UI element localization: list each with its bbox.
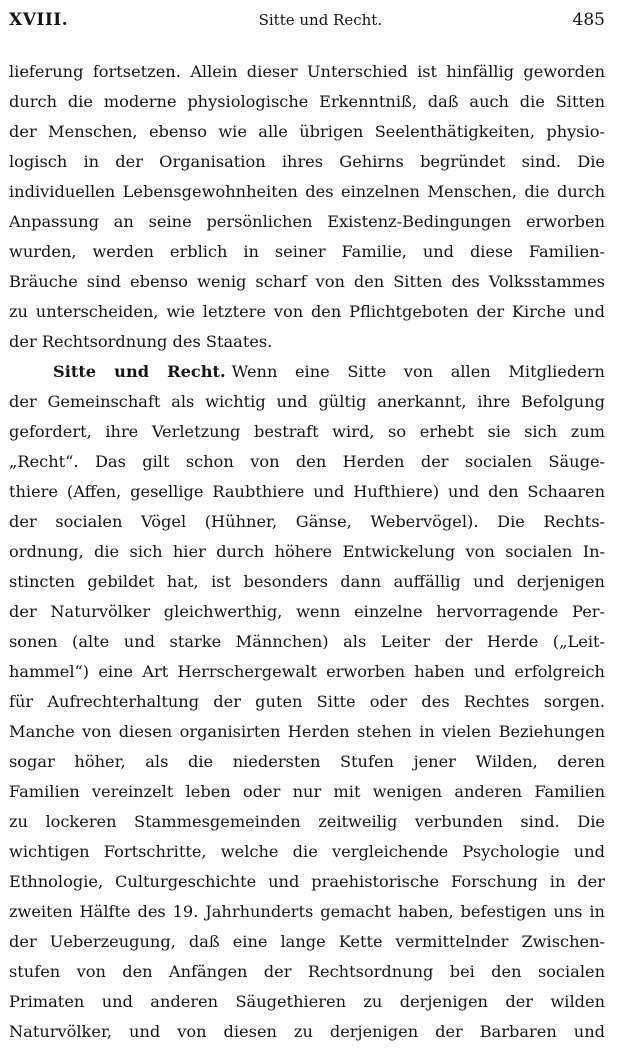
text-line: der Naturvölker gleichwerthig, wenn einzelne hervorragende Per- — [9, 602, 605, 621]
text-line: zu lockeren Stammesgemeinden zeitweilig verbunden sind. Die — [9, 812, 605, 831]
text-line: sogar höher, als die niedersten Stufen jener Wilden, deren — [9, 752, 605, 771]
running-title: Sitte und Recht. — [258, 11, 383, 29]
text-line: wurden, werden erblich in seiner Familie, und diese Familien- — [9, 242, 605, 261]
section-first-line-text: Wenn eine Sitte von allen Mitgliedern — [231, 362, 605, 381]
text-line: Manche von diesen organisirten Herden stehen in vielen Beziehungen — [9, 722, 605, 741]
text-line: individuellen Lebensgewohnheiten des einzelnen Menschen, die durch — [9, 182, 605, 201]
text-line: Naturvölker, und von diesen zu derjenigen der Barbaren und — [9, 1022, 605, 1041]
chapter-number: XVIII. — [9, 10, 69, 30]
text-line: Anpassung an seine persönlichen Existenz-Bedingungen erworben — [9, 212, 605, 231]
text-line: Primaten und anderen Säugethieren zu derjenigen der wilden — [9, 992, 605, 1011]
text-line: „Recht“. Das gilt schon von den Herden der socialen Säuge- — [9, 452, 605, 471]
text-line: zu unterscheiden, wie letztere von den Pflichtgeboten der Kirche und — [9, 302, 605, 321]
text-line: wichtigen Fortschritte, welche die vergleichende Psychologie und — [9, 842, 605, 861]
text-line: logisch in der Organisation ihres Gehirns begründet sind. Die — [9, 152, 605, 171]
text-line: der Gemeinschaft als wichtig und gültig anerkannt, ihre Befolgung — [9, 392, 605, 411]
text-line: für Aufrechterhaltung der guten Sitte oder des Rechtes sorgen. — [9, 692, 605, 711]
text-line: stincten gebildet hat, ist besonders dann auffällig und derjenigen — [9, 572, 605, 591]
text-line: thiere (Affen, gesellige Raubthiere und Hufthiere) und den Schaaren — [9, 482, 605, 501]
running-head — [9, 10, 605, 40]
text-line: stufen von den Anfängen der Rechtsordnung bei den socialen — [9, 962, 605, 981]
text-line: hammel“) eine Art Herrschergewalt erworben haben und erfolgreich — [9, 662, 605, 681]
text-line: sonen (alte und starke Männchen) als Leiter der Herde („Leit- — [9, 632, 605, 651]
page-number: 485 — [572, 10, 605, 30]
text-line: der Ueberzeugung, daß eine lange Kette vermittelnder Zwischen- — [9, 932, 605, 951]
text-line: durch die moderne physiologische Erkenntniß, daß auch die Sitten — [9, 92, 605, 111]
text-line: der socialen Vögel (Hühner, Gänse, Webervögel). Die Rechts- — [9, 512, 605, 531]
text-line: Familien vereinzelt leben oder nur mit wenigen anderen Familien — [9, 782, 605, 801]
section-heading: Sitte und Recht. — [53, 362, 226, 381]
text-line: der Rechtsordnung des Staates. — [9, 332, 273, 351]
text-line: Ethnologie, Culturgeschichte und praehistorische Forschung in der — [9, 872, 605, 891]
section-first-line — [9, 357, 605, 387]
text-line: gefordert, ihre Verletzung bestraft wird, so erhebt sie sich zum — [9, 422, 605, 441]
text-line: ordnung, die sich hier durch höhere Entwickelung von socialen In- — [9, 542, 605, 561]
text-line: der Menschen, ebenso wie alle übrigen Seelenthätigkeiten, physio- — [9, 122, 605, 141]
text-line: lieferung fortsetzen. Allein dieser Unterschied ist hinfällig geworden — [9, 62, 605, 81]
body-text — [9, 57, 605, 1047]
text-line: Bräuche sind ebenso wenig scharf von den Sitten des Volksstammes — [9, 272, 605, 291]
text-line: zweiten Hälfte des 19. Jahrhunderts gemacht haben, befestigen uns in — [9, 902, 605, 921]
